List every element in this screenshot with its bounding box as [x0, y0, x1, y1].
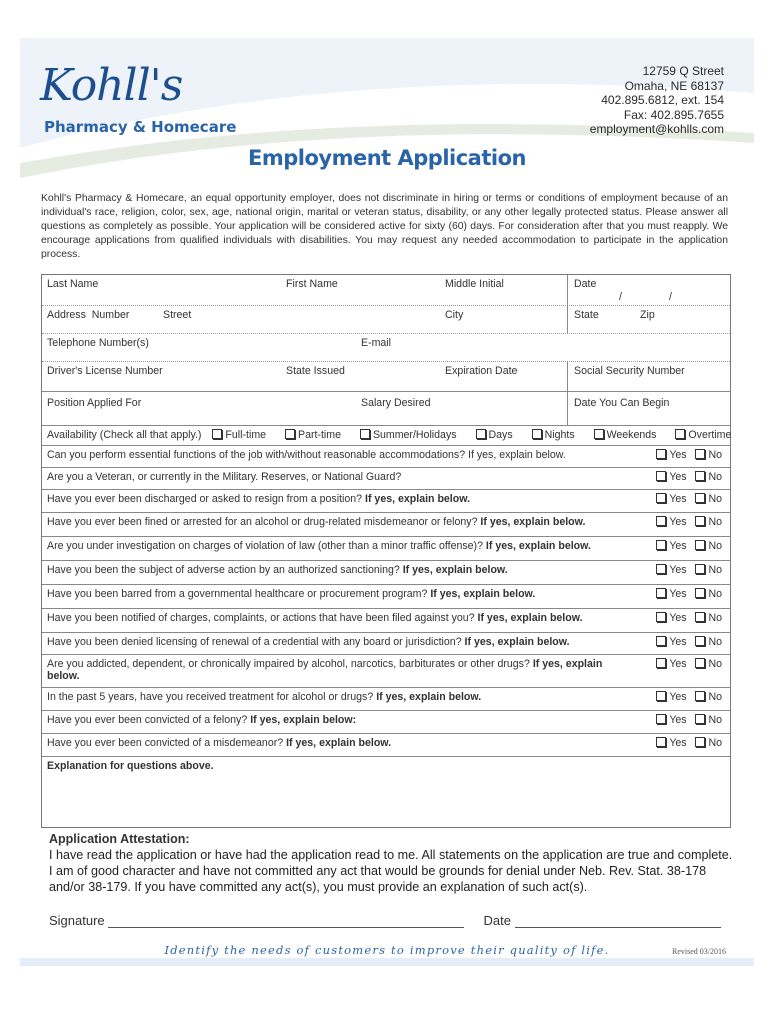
yes-no-choice — [656, 636, 722, 648]
checkbox-icon — [656, 636, 666, 646]
yes-option[interactable] — [656, 714, 686, 726]
question-instruction: If yes, explain below. — [402, 564, 508, 576]
question-row — [42, 561, 730, 585]
yes-label: Yes — [669, 516, 687, 528]
drivers-license-field[interactable]: Driver's License Number — [47, 365, 163, 377]
option-part-time[interactable] — [285, 429, 349, 441]
footer-bar — [20, 958, 754, 966]
no-label: No — [708, 449, 722, 461]
question-row — [42, 446, 730, 468]
no-option[interactable] — [695, 564, 722, 576]
checkbox-icon — [656, 449, 666, 459]
checkbox-icon — [695, 691, 705, 701]
yes-option[interactable] — [656, 612, 686, 624]
checkbox-icon — [212, 429, 222, 439]
yes-label: Yes — [669, 540, 687, 552]
signature-date-field[interactable] — [515, 915, 721, 928]
checkbox-icon — [695, 449, 705, 459]
question-row — [42, 633, 730, 655]
position-row — [42, 392, 730, 426]
yes-option[interactable] — [656, 540, 686, 552]
option-label: Part-time — [298, 429, 341, 441]
yes-no-choice — [656, 540, 722, 552]
question-text — [47, 540, 630, 552]
company-logo: Kohll's — [40, 60, 183, 111]
divider — [567, 392, 568, 425]
option-label: Overtime — [688, 429, 732, 441]
no-label: No — [708, 691, 722, 703]
checkbox-icon — [675, 429, 685, 439]
phone-row — [42, 334, 730, 362]
tagline: Identify the needs of customers to improve their quality of life. — [164, 943, 610, 957]
street-field[interactable]: Street — [163, 309, 192, 321]
yes-no-choice — [656, 493, 722, 505]
yes-no-choice — [656, 471, 722, 483]
no-option[interactable] — [695, 540, 722, 552]
yes-option[interactable] — [656, 691, 686, 703]
intro-text: Kohll's Pharmacy & Homecare, an equal opportunity employer, does not discriminate in hiring or terms or conditions of employment because of an individual's race, religion, color, sex, age, national origin, marital or veteran status, disability, or any other legally protected status. Please answer all questions as completely as possible. Your application will be considered active for sixty (60) days. For consideration after that you must reapply. We encourage applications from qualified individuals with disabilities. You may request any needed accommodation to participate in the application process. — [41, 193, 728, 260]
question-row — [42, 609, 730, 633]
checkbox-icon — [695, 540, 705, 550]
company-address — [590, 64, 724, 137]
no-label: No — [708, 564, 722, 576]
no-label: No — [708, 588, 722, 600]
checkbox-icon — [656, 540, 666, 550]
no-label: No — [708, 516, 722, 528]
checkbox-icon — [656, 691, 666, 701]
no-option[interactable] — [695, 612, 722, 624]
yes-label: Yes — [669, 588, 687, 600]
application-page — [20, 38, 754, 968]
name-row — [42, 275, 730, 306]
question-row — [42, 468, 730, 490]
position-field[interactable]: Position Applied For — [47, 397, 142, 409]
question-label: Are you addicted, dependent, or chronically impaired by alcohol, narcotics, barbiturates or other drugs? — [47, 658, 530, 670]
question-row — [42, 513, 730, 537]
signature-field[interactable] — [108, 915, 464, 928]
question-label: Can you perform essential functions of the job with/without reasonable accommodations? If yes, explain below. — [47, 449, 566, 461]
question-label: Have you been barred from a governmental healthcare or procurement program? — [47, 588, 428, 600]
yes-option[interactable] — [656, 564, 686, 576]
checkbox-icon — [656, 516, 666, 526]
yes-option[interactable] — [656, 449, 686, 461]
yes-no-choice — [656, 516, 722, 528]
checkbox-icon — [695, 636, 705, 646]
no-label: No — [708, 714, 722, 726]
application-form — [41, 274, 731, 828]
option-label: Nights — [544, 429, 575, 441]
explanation-label: Explanation for questions above. — [47, 760, 214, 772]
zip-field[interactable]: Zip — [640, 309, 655, 321]
option-summer-holidays[interactable] — [360, 429, 465, 441]
checkbox-icon — [532, 429, 542, 439]
question-text — [47, 449, 630, 461]
divider — [567, 306, 568, 333]
question-row — [42, 585, 730, 609]
checkbox-icon — [656, 564, 666, 574]
question-text — [47, 737, 630, 749]
yes-label: Yes — [669, 658, 687, 670]
question-row — [42, 537, 730, 561]
checkbox-icon — [656, 588, 666, 598]
address-city: Omaha, NE 68137 — [624, 78, 724, 93]
checkbox-icon — [656, 658, 666, 668]
yes-label: Yes — [669, 612, 687, 624]
question-text — [47, 516, 630, 528]
checkbox-icon — [656, 714, 666, 724]
option-label: Weekends — [606, 429, 657, 441]
question-label: Have you ever been convicted of a felony? — [47, 714, 248, 726]
option-weekends[interactable] — [594, 429, 665, 441]
checkbox-icon — [656, 471, 666, 481]
option-label: Full-time — [225, 429, 267, 441]
no-option[interactable] — [695, 588, 722, 600]
question-instruction: If yes, explain below. — [464, 636, 570, 648]
question-instruction: If yes, explain below. — [477, 612, 583, 624]
yes-label: Yes — [669, 737, 687, 749]
yes-no-choice — [656, 612, 722, 624]
question-text — [47, 588, 630, 600]
question-label: Have you been denied licensing of renewal of a credential with any board or jurisdiction? — [47, 636, 462, 648]
option-days[interactable] — [476, 429, 521, 441]
yes-no-choice — [656, 564, 722, 576]
yes-no-choice — [656, 658, 722, 670]
question-row — [42, 688, 730, 711]
company-logo-subtitle: Pharmacy & Homecare — [44, 118, 237, 136]
date-separators: / / — [619, 291, 672, 303]
yes-option[interactable] — [656, 737, 686, 749]
yes-option[interactable] — [656, 636, 686, 648]
option-nights[interactable] — [532, 429, 583, 441]
question-label: Have you ever been fined or arrested for an alcohol or drug-related misdemeanor or felony? — [47, 516, 478, 528]
yes-no-choice — [656, 691, 722, 703]
option-label: Days — [488, 429, 513, 441]
address-row — [42, 306, 730, 334]
no-option[interactable] — [695, 714, 722, 726]
address-phone: 402.895.6812, ext. 154 — [601, 93, 724, 107]
no-option[interactable] — [695, 516, 722, 528]
option-overtime[interactable] — [675, 429, 739, 441]
yes-option[interactable] — [656, 588, 686, 600]
checkbox-icon — [695, 714, 705, 724]
last-name-field[interactable]: Last Name — [47, 278, 99, 290]
question-label: Have you been the subject of adverse action by an authorized sanctioning? — [47, 564, 400, 576]
email-field[interactable]: E-mail — [361, 337, 392, 349]
no-option[interactable] — [695, 636, 722, 648]
question-label: In the past 5 years, have you received treatment for alcohol or drugs? — [47, 691, 374, 703]
question-text — [47, 691, 630, 703]
no-label: No — [708, 493, 722, 505]
yes-option[interactable] — [656, 471, 686, 483]
checkbox-icon — [695, 658, 705, 668]
question-label: Are you a Veteran, or currently in the Military. Reserves, or National Guard? — [47, 471, 402, 483]
signature-line — [49, 913, 721, 928]
yes-label: Yes — [669, 564, 687, 576]
no-option[interactable] — [695, 493, 722, 505]
attestation-text: I have read the application or have had the application read to me. All statements on the application are true and complete. I am of good character and have not committed any act that would be grounds for denial under Neb. Rev. Stat. 38-178 and/or 38-179. If you have committed any act(s), you must provide an explanation of such act(s). — [49, 848, 733, 894]
no-option[interactable] — [695, 737, 722, 749]
question-instruction: If yes, explain below. — [47, 658, 603, 682]
address-street: 12759 Q Street — [642, 64, 724, 78]
question-row — [42, 490, 730, 513]
date-label: Date — [483, 913, 511, 928]
divider — [567, 275, 568, 305]
checkbox-icon — [360, 429, 370, 439]
address-email: employment@kohlls.com — [589, 122, 724, 136]
checkbox-icon — [695, 588, 705, 598]
question-instruction: If yes, explain below: — [250, 714, 357, 726]
yes-label: Yes — [669, 471, 687, 483]
revision-note: Revised 03/2016 — [672, 947, 726, 956]
checkbox-icon — [656, 493, 666, 503]
option-label: Summer/Holidays — [372, 429, 457, 441]
question-text — [47, 612, 630, 624]
no-label: No — [708, 658, 722, 670]
divider — [567, 362, 568, 391]
city-field[interactable]: City — [445, 309, 464, 321]
checkbox-icon — [656, 612, 666, 622]
checkbox-icon — [695, 471, 705, 481]
checkbox-icon — [695, 612, 705, 622]
checkbox-icon — [594, 429, 604, 439]
yes-no-choice — [656, 737, 722, 749]
option-full-time[interactable] — [212, 429, 274, 441]
telephone-field[interactable]: Telephone Number(s) — [47, 337, 149, 349]
expiration-date-field[interactable]: Expiration Date — [445, 365, 518, 377]
yes-label: Yes — [669, 449, 687, 461]
explanation-box[interactable] — [42, 757, 730, 827]
question-text — [47, 658, 630, 682]
middle-initial-field[interactable]: Middle Initial — [445, 278, 504, 290]
yes-no-choice — [656, 449, 722, 461]
checkbox-icon — [476, 429, 486, 439]
yes-no-choice — [656, 588, 722, 600]
state-field[interactable]: State — [574, 309, 599, 321]
question-label: Have you been notified of charges, complaints, or actions that have been filed against you? — [47, 612, 475, 624]
ssn-field[interactable]: Social Security Number — [574, 365, 685, 377]
no-option[interactable] — [695, 691, 722, 703]
no-option[interactable] — [695, 449, 722, 461]
checkbox-icon — [285, 429, 295, 439]
state-issued-field[interactable]: State Issued — [286, 365, 345, 377]
no-option[interactable] — [695, 471, 722, 483]
yes-option[interactable] — [656, 493, 686, 505]
checkbox-icon — [695, 493, 705, 503]
question-instruction: If yes, explain below. — [365, 493, 471, 505]
availability-row — [42, 426, 730, 446]
checkbox-icon — [656, 737, 666, 747]
no-option[interactable] — [695, 658, 722, 670]
question-instruction: If yes, explain below. — [480, 516, 586, 528]
question-instruction: If yes, explain below. — [485, 540, 591, 552]
first-name-field[interactable]: First Name — [286, 278, 338, 290]
question-row — [42, 711, 730, 734]
date-field[interactable]: Date — [574, 278, 597, 290]
address-number-field[interactable]: Address Number — [47, 309, 130, 321]
question-row — [42, 655, 730, 688]
attestation — [49, 831, 739, 895]
yes-label: Yes — [669, 636, 687, 648]
attestation-heading: Application Attestation: — [49, 832, 190, 846]
question-label: Have you ever been convicted of a misdemeanor? — [47, 737, 284, 749]
yes-option[interactable] — [656, 516, 686, 528]
address-fax: Fax: 402.895.7655 — [623, 107, 724, 122]
checkbox-icon — [695, 737, 705, 747]
yes-no-choice — [656, 714, 722, 726]
yes-label: Yes — [669, 691, 687, 703]
checkbox-icon — [695, 516, 705, 526]
no-label: No — [708, 471, 722, 483]
question-instruction: If yes, explain below. — [286, 737, 392, 749]
question-label: Are you under investigation on charges of violation of law (other than a minor traffic offense)? — [47, 540, 483, 552]
signature-label: Signature — [49, 913, 105, 928]
yes-option[interactable] — [656, 658, 686, 670]
question-label: Have you ever been discharged or asked to resign from a position? — [47, 493, 363, 505]
license-row — [42, 362, 730, 392]
question-text — [47, 714, 630, 726]
question-row — [42, 734, 730, 757]
yes-label: Yes — [669, 714, 687, 726]
no-label: No — [708, 540, 722, 552]
begin-date-field[interactable]: Date You Can Begin — [574, 397, 670, 409]
page-title: Employment Application — [248, 146, 526, 170]
salary-field[interactable]: Salary Desired — [361, 397, 431, 409]
question-text — [47, 493, 630, 505]
question-instruction: If yes, explain below. — [430, 588, 536, 600]
no-label: No — [708, 612, 722, 624]
yes-label: Yes — [669, 493, 687, 505]
question-instruction: If yes, explain below. — [376, 691, 482, 703]
checkbox-icon — [695, 564, 705, 574]
question-text — [47, 564, 630, 576]
question-text — [47, 471, 630, 483]
no-label: No — [708, 737, 722, 749]
no-label: No — [708, 636, 722, 648]
availability-label: Availability (Check all that apply.) — [47, 429, 202, 441]
question-text — [47, 636, 630, 648]
